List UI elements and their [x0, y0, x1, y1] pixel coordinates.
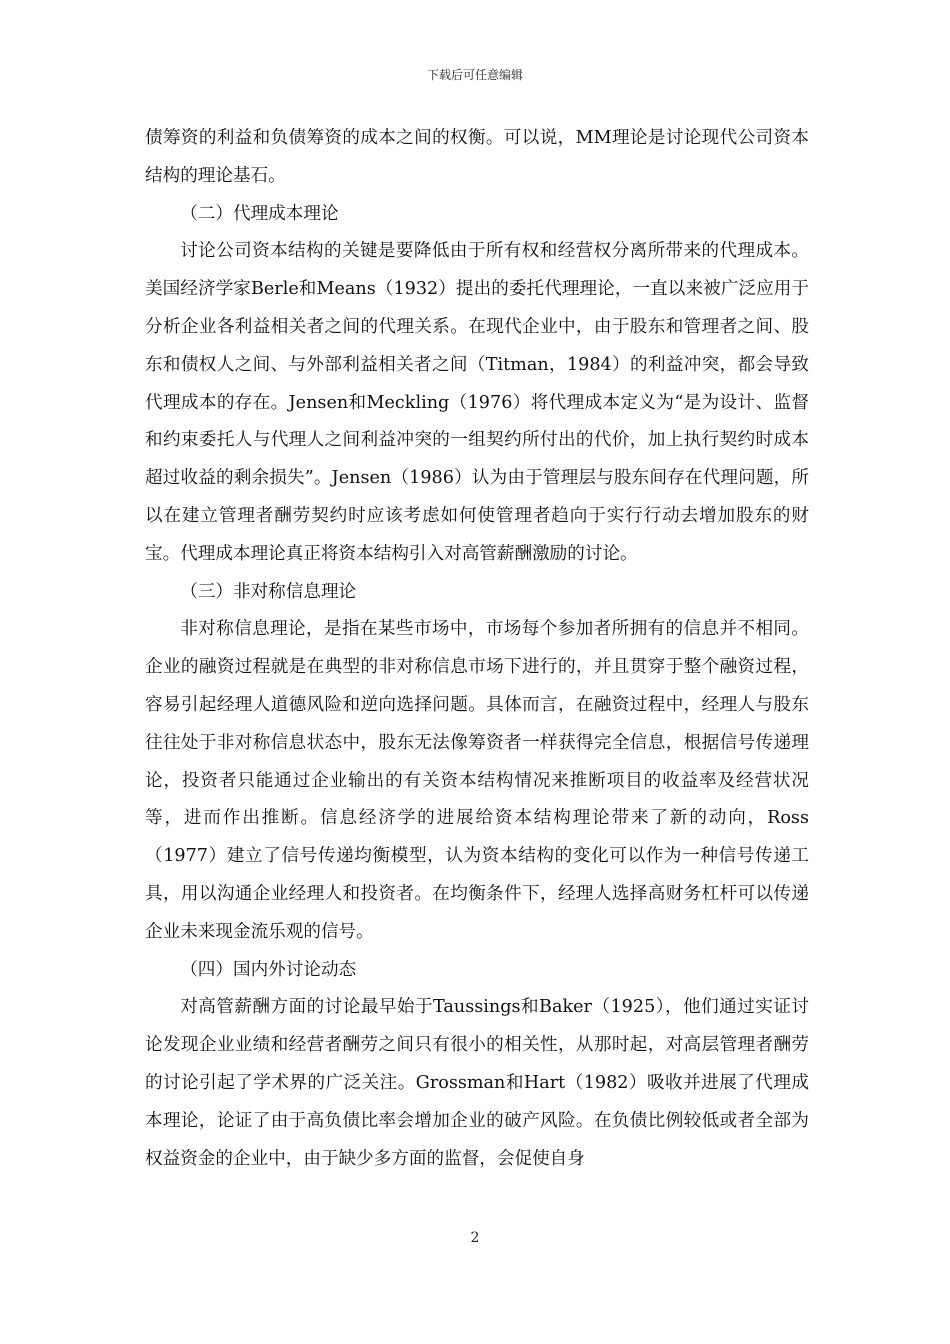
paragraph-agency-cost-theory: 讨论公司资本结构的关键是要降低由于所有权和经营权分离所带来的代理成本。美国经济学家Berle和Means（1932）提出的委托代理理论，一直以来被广泛应用于分析企业各利益相关者之间的代理关系。在现代企业中，由于股东和管理者之间、股东和债权人之间、与外部利益相关者之间（Titman，1984）的利益冲突，都会导致代理成本的存在。Jensen和Meckling（1976）将代理成本定义为“是为设计、监督和约束委托人与代理人之间利益冲突的一组契约所付出的代价，加上执行契约时成本超过收益的剩余损失”。Jensen（1986）认为由于管理层与股东间存在代理问题，所以在建立管理者酬劳契约时应该考虑如何使管理者趋向于实行行动去增加股东的财宝。代理成本理论真正将资本结构引入对高管薪酬激励的讨论。 [145, 241, 809, 564]
paragraph-mm-theory-conclusion: 债筹资的利益和负债筹资的成本之间的权衡。可以说，MM理论是讨论现代公司资本结构的理论基石。 [145, 128, 809, 186]
page-number: 2 [470, 1230, 480, 1246]
section-heading-research-dynamics: （四）国内外讨论动态 [180, 959, 357, 980]
page-header: 下载后可任意编辑 [426, 68, 523, 82]
document-body [145, 120, 809, 1178]
section-heading-agency-cost: （二）代理成本理论 [180, 203, 339, 224]
paragraph-research-dynamics: 对高管薪酬方面的讨论最早始于Taussings和Baker（1925），他们通过实证讨论发现企业业绩和经营者酬劳之间只有很小的相关性，从那时起，对高层管理者酬劳的讨论引起了学术界的广泛关注。Grossman和Hart（1982）吸收并进展了代理成本理论，论证了由于高负债比率会增加企业的破产风险。在负债比例较低或者全部为权益资金的企业中，由于缺少多方面的监督，会促使自身 [145, 997, 809, 1169]
paragraph-asymmetric-info-theory: 非对称信息理论，是指在某些市场中，市场每个参加者所拥有的信息并不相同。企业的融资过程就是在典型的非对称信息市场下进行的，并且贯穿于整个融资过程，容易引起经理人道德风险和逆向选择问题。具体而言，在融资过程中，经理人与股东往往处于非对称信息状态中，股东无法像筹资者一样获得完全信息，根据信号传递理论，投资者只能通过企业输出的有关资本结构情况来推断项目的收益率及经营状况等，进而作出推断。信息经济学的进展给资本结构理论带来了新的动向，Ross（1977）建立了信号传递均衡模型，认为资本结构的变化可以作为一种信号传递工具，用以沟通企业经理人和投资者。在均衡条件下，经理人选择高财务杠杆可以传递企业未来现金流乐观的信号。 [145, 619, 809, 942]
section-heading-asymmetric-info: （三）非对称信息理论 [180, 581, 357, 602]
